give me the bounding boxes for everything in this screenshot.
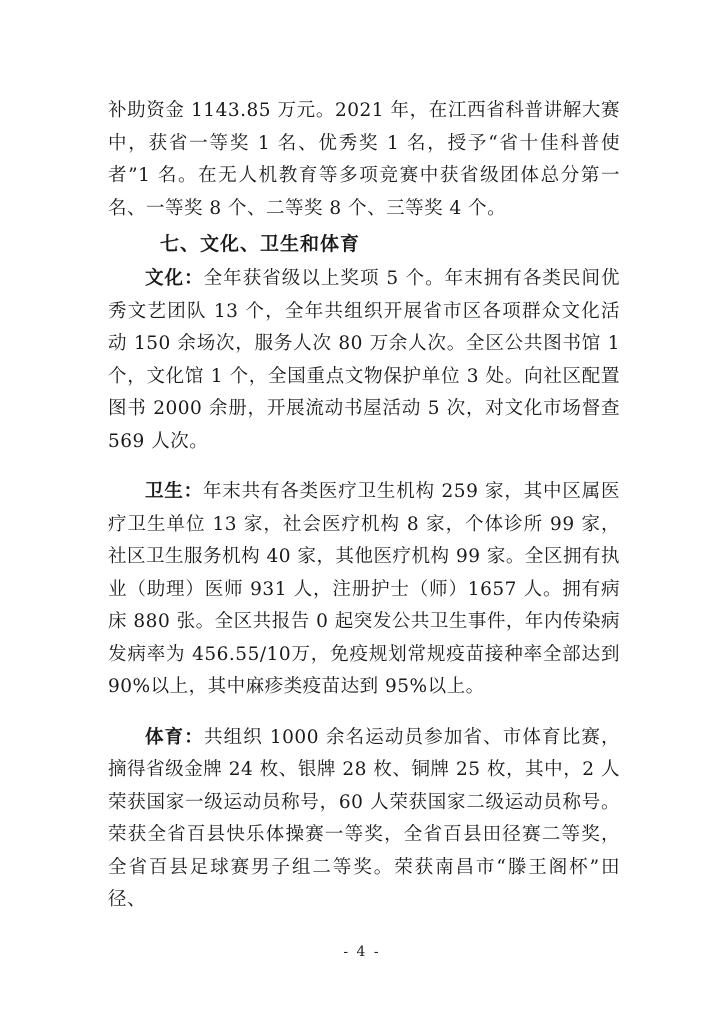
culture-lead: 文化： bbox=[145, 268, 204, 289]
intro-paragraph: 补助资金 1143.85 万元。2021 年，在江西省科普讲解大赛中，获省一等奖 1 名、优秀奖 1 名，授予“省十佳科普使者”1 名。在无人机教育等多项竞赛中获省级团体总分第一名、一等奖 8 个、二等奖 8 个、三等奖 4 个。 bbox=[108, 100, 620, 219]
sports-text: 共组织 1000 余名运动员参加省、市体育比赛，摘得省级金牌 24 枚、银牌 28 枚、铜牌 25 枚，其中，2 人荣获国家一级运动员称号，60 人荣获国家二级运动员称号。荣获全省百县快乐体操赛一等奖，全省百县田径赛二等奖，全省百县足球赛男子组二等奖。荣获南昌市“滕王阁杯”田径、 bbox=[108, 726, 620, 910]
sports-paragraph bbox=[108, 722, 620, 917]
sports-lead: 体育： bbox=[145, 726, 204, 748]
document-body bbox=[108, 95, 620, 917]
health-lead: 卫生： bbox=[145, 481, 203, 502]
health-text: 年末共有各类医疗卫生机构 259 家，其中区属医疗卫生单位 13 家，社会医疗机构 8 家，个体诊所 99 家，社区卫生服务机构 40 家，其他医疗机构 99 家。全区拥有执业（助理）医师 931 人，注册护士（师）1657 人。拥有病床 880 张。全区共报告 0 起突发公共卫生事件，年内传染病发病率为 456.55/10万，免疫规划常规疫苗接种率全部达到 90%以上，其中麻疹类疫苗达到 95%以上。 bbox=[108, 481, 620, 697]
culture-paragraph bbox=[108, 263, 620, 458]
section-heading: 七、文化、卫生和体育 bbox=[160, 233, 361, 255]
health-paragraph bbox=[108, 476, 620, 704]
page-number: - 4 - bbox=[343, 944, 381, 960]
culture-text: 全年获省级以上奖项 5 个。年末拥有各类民间优秀文艺团队 13 个，全年共组织开展省市区各项群众文化活动 150 余场次，服务人次 80 万余人次。全区公共图书馆 1 个，文化馆 1 个，全国重点文物保护单位 3 处。向社区配置图书 2000 余册，开展流动书屋活动 5 次，对文化市场督查 569 人次。 bbox=[108, 268, 620, 452]
